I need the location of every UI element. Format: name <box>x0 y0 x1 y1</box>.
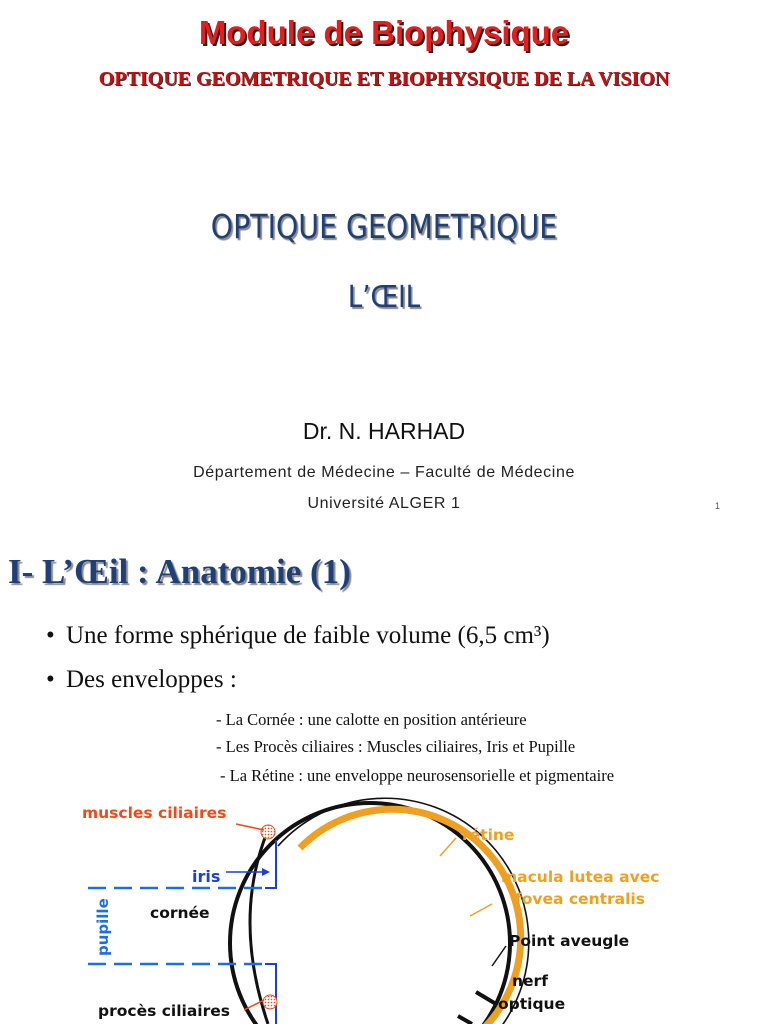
label-point-aveugle: Point aveugle <box>509 932 630 950</box>
iris-arrow-icon <box>262 868 270 876</box>
sub-item-retine: - La Rétine : une enveloppe neurosensorielle et pigmentaire <box>220 766 615 785</box>
course-subtitle: L’ŒIL <box>347 280 421 315</box>
sub-item-cornee: - La Cornée : une calotte en position antérieure <box>216 710 527 729</box>
department-line: Département de Médecine – Faculté de Médecine <box>193 464 575 481</box>
label-retine: rétine <box>462 826 515 844</box>
muscles-leader <box>236 824 264 830</box>
point-aveugle-leader <box>492 946 506 966</box>
bullet-dot-icon: • <box>46 666 55 693</box>
page-number: 1 <box>715 501 721 511</box>
label-nerf-line2: optique <box>498 995 566 1013</box>
label-iris: iris <box>192 867 221 886</box>
bullet-item <box>46 622 550 650</box>
module-subtitle: OPTIQUE GEOMETRIQUE ET BIOPHYSIQUE DE LA VISION <box>98 68 670 90</box>
label-macula-line2: fovea centralis <box>515 890 645 908</box>
course-title: OPTIQUE GEOMETRIQUE <box>210 207 558 246</box>
label-muscles-ciliaires: muscles ciliaires <box>82 804 227 822</box>
cornea-outline <box>250 830 268 1024</box>
bullet-text: Des enveloppes : <box>66 666 237 693</box>
slide-title: I- L’Œil : Anatomie (1) <box>8 552 351 591</box>
retine-leader <box>440 838 456 856</box>
eye-anatomy-diagram <box>0 788 768 1024</box>
label-nerf-line1: nerf <box>512 972 548 990</box>
label-macula-line1: macula lutea avec <box>501 868 660 886</box>
sub-item-proces-ciliaires: - Les Procès ciliaires : Muscles ciliaires, Iris et Pupille <box>216 737 576 756</box>
label-proces-ciliaires: procès ciliaires <box>98 1002 230 1020</box>
label-cornee: cornée <box>150 904 210 922</box>
bullet-dot-icon: • <box>46 622 55 649</box>
university-line: Université ALGER 1 <box>307 495 461 512</box>
bullet-text: Une forme sphérique de faible volume (6,5 cm³) <box>66 622 550 649</box>
iris-lower <box>265 964 276 1024</box>
proces-ciliaires-mark <box>263 995 277 1009</box>
muscles-ciliaires-mark <box>261 825 275 839</box>
module-title: Module de Biophysique <box>198 14 570 51</box>
macula-leader <box>470 904 492 916</box>
anatomy-slide <box>0 530 768 1024</box>
label-pupille: pupille <box>94 898 112 956</box>
bullet-item <box>46 666 237 694</box>
author-name: Dr. N. HARHAD <box>302 418 466 444</box>
